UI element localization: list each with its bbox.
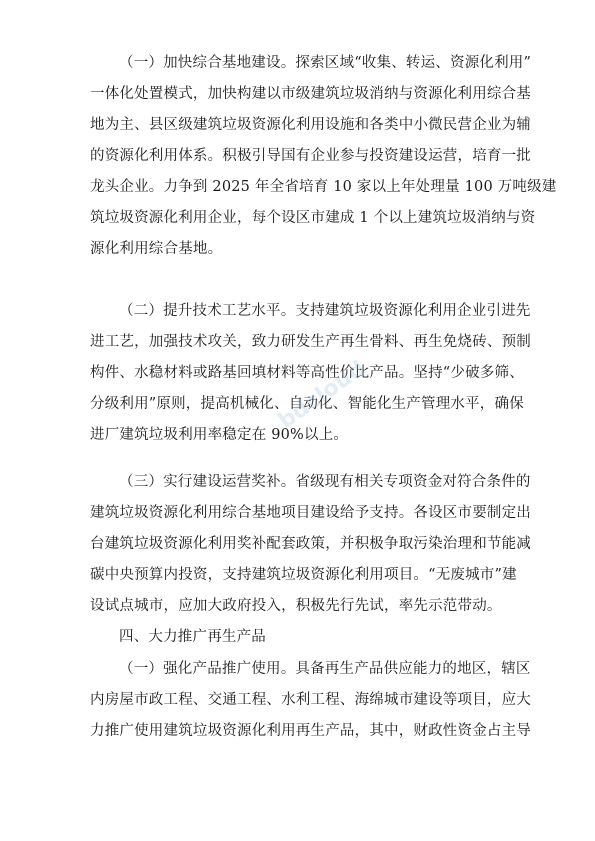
text-line: （一）强化产品推广使用。具备再生产品供应能力的地区，辖区 bbox=[119, 661, 531, 677]
text-line: （二）提升技术工艺水平。支持建筑垃圾资源化利用企业引进先 bbox=[119, 303, 531, 319]
text-line: 力推广使用建筑垃圾资源化利用再生产品，其中，财政性资金占主导 bbox=[90, 723, 531, 739]
watermark-logo bbox=[268, 356, 371, 446]
text-line: 台建筑垃圾资源化利用奖补配套政策，并积极争取污染治理和节能减 bbox=[90, 536, 531, 552]
text-line: 碳中央预算内投资，支持建筑垃圾资源化利用项目。“无废城市”建 bbox=[90, 567, 517, 583]
paragraph-comprehensive-base bbox=[90, 48, 557, 265]
text-line: 分级利用”原则，提高机械化、自动化、智能化生产管理水平，确保 bbox=[90, 396, 524, 412]
text-line: 一体化处置模式，加快构建以市级建筑垃圾消纳与资源化利用综合基 bbox=[90, 86, 531, 102]
section-heading: 四、大力推广再生产品 bbox=[119, 629, 266, 645]
text-line: 进工艺，加强技术攻关，致力研发生产再生骨料、再生免烧砖、预制 bbox=[90, 334, 531, 350]
text-line: 地为主、县区级建筑垃圾资源化利用设施和各类中小微民营企业为辅 bbox=[90, 117, 531, 133]
text-line: 源化利用综合基地。 bbox=[90, 241, 223, 257]
text-line: 建筑垃圾资源化利用综合基地项目建设给予支持。各设区市要制定出 bbox=[90, 505, 531, 521]
text-line: （三）实行建设运营奖补。省级现有相关专项资金对符合条件的 bbox=[119, 474, 531, 490]
text-line: 龙头企业。力争到 2025 年全省培育 10 家以上年处理量 100 万吨级建 bbox=[90, 179, 557, 195]
text-line: 内房屋市政工程、交通工程、水利工程、海绵城市建设等项目，应大 bbox=[90, 692, 531, 708]
paragraph-product-promotion bbox=[90, 654, 531, 747]
text-line: 的资源化利用体系。积极引导国有企业参与投资建设运营，培育一批 bbox=[90, 148, 531, 164]
text-line: 进厂建筑垃圾利用率稳定在 90%以上。 bbox=[90, 427, 349, 443]
watermark-text: bdcloud bbox=[274, 356, 371, 435]
text-line: （一）加快综合基地建设。探索区域“收集、转运、资源化利用” bbox=[119, 55, 532, 71]
text-line: 筑垃圾资源化利用企业，每个设区市建成 1 个以上建筑垃圾消纳与资 bbox=[90, 210, 536, 226]
text-line: 构件、水稳材料或路基回填材料等高性价比产品。坚持“少破多筛、 bbox=[90, 365, 524, 381]
text-line: 设试点城市，应加大政府投入，积极先行先试，率先示范带动。 bbox=[90, 598, 502, 614]
paragraph-operation-subsidy bbox=[90, 467, 531, 622]
